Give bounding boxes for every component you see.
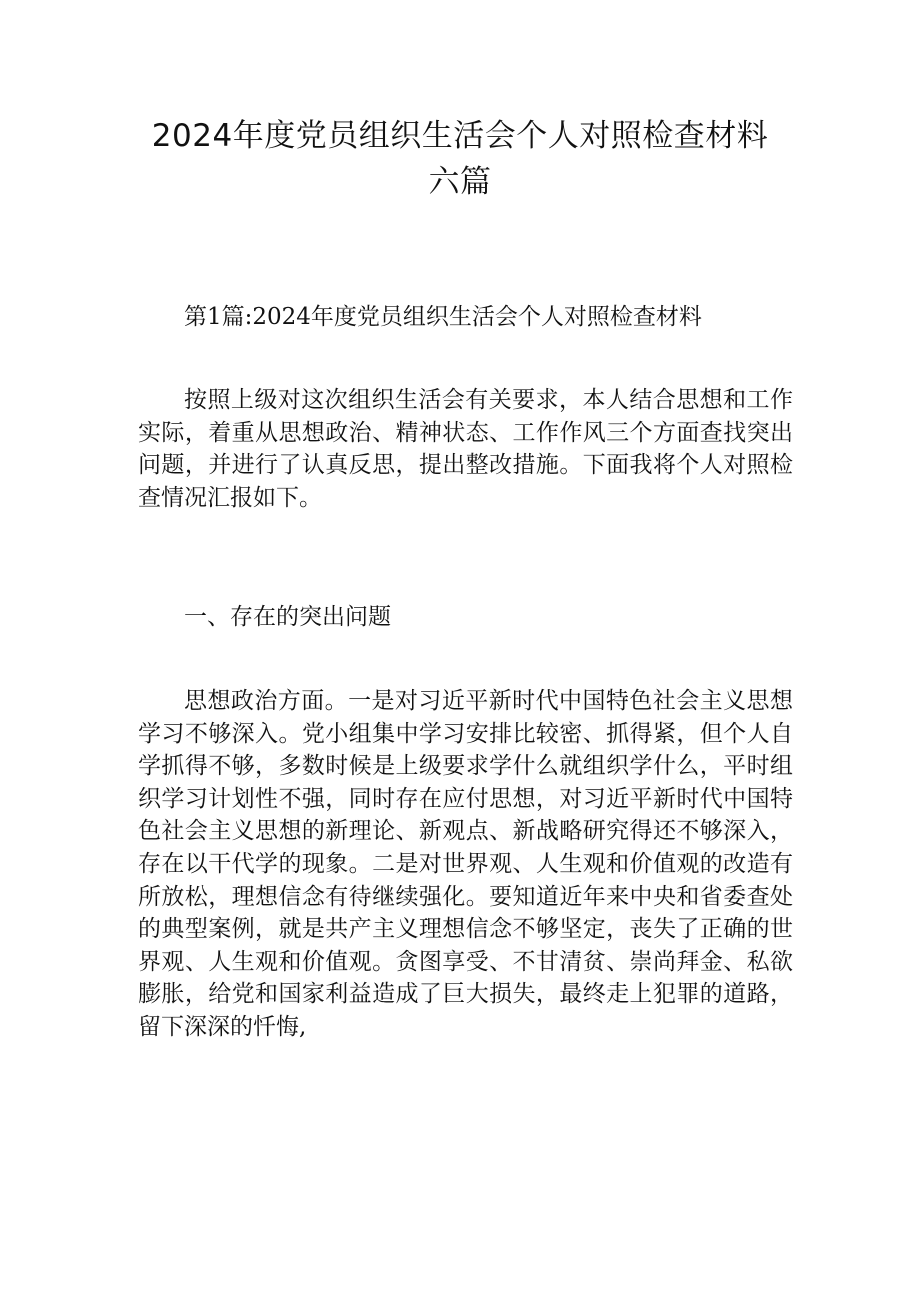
intro-paragraph: 按照上级对这次组织生活会有关要求，本人结合思想和工作实际，着重从思想政治、精神状态、工作作风三个方面查找突出问题，并进行了认真反思，提出整改措施。下面我将个人对照检查情况汇报如下。 <box>138 387 793 511</box>
section-heading: 一、存在的突出问题 <box>184 604 391 630</box>
document-title: 2024年度党员组织生活会个人对照检查材料六篇 <box>151 118 769 200</box>
body-paragraph: 思想政治方面。一是对习近平新时代中国特色社会主义思想学习不够深入。党小组集中学习安排比较密、抓得紧，但个人自学抓得不够，多数时候是上级要求学什么就组织学什么，平时组织学习计划性不强，同时存在应付思想，对习近平新时代中国特色社会主义思想的新理论、新观点、新战略研究得还不够深入，存在以干代学的现象。二是对世界观、人生观和价值观的改造有所放松，理想信念有待继续强化。要知道近年来中央和省委查处的典型案例，就是共产主义理想信念不够坚定，丧失了正确的世界观、人生观和价值观。贪图享受、不甘清贫、崇尚拜金、私欲膨胀，给党和国家利益造成了巨大损失，最终走上犯罪的道路，留下深深的忏悔, <box>138 688 793 1040</box>
article-title: 第1篇:2024年度党员组织生活会个人对照检查材料 <box>184 304 702 330</box>
